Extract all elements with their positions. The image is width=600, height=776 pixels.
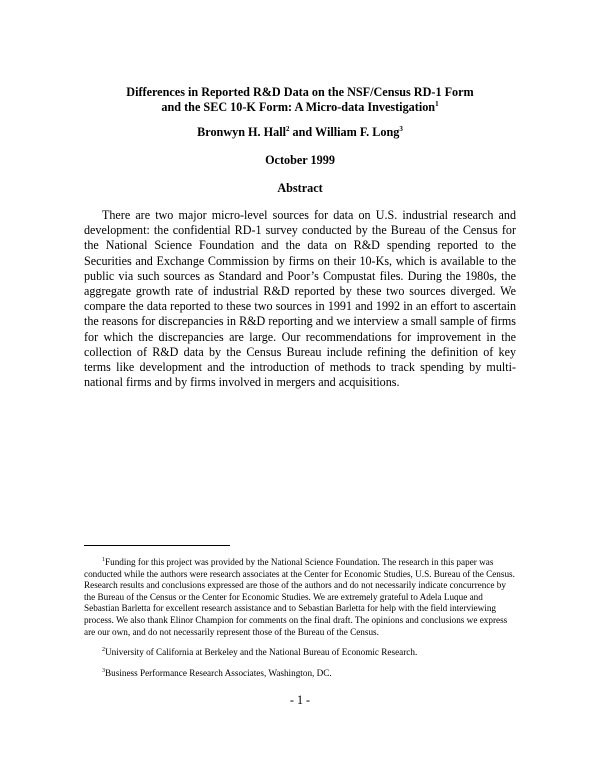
- author-2: William F. Long: [315, 125, 400, 139]
- author-1-footnote-marker[interactable]: 2: [285, 125, 290, 133]
- footnote-1-marker: 1: [102, 557, 105, 563]
- abstract-heading: Abstract: [277, 181, 323, 195]
- paper-title-line-1: [60, 85, 540, 100]
- footnote-2-marker: 2: [102, 647, 105, 653]
- footnote-1-text: Funding for this project was provided by the National Science Foundation. The research in this paper was conducted while the authors were research associates at the Center for Economic Studies, U.S. Bureau of the Census. Research results and conclusions expressed are those of the authors and do not necessarily indicate concurrence by the Bureau of the Census or the Center for Economic Studies. We are extremely grateful to Adela Luque and Sebastian Barletta for excellent research assistance and to Sebastian Barletta for help with the field interviewing process. We also thank Elinor Champion for comments on the final draft. The opinions and conclusions we express are our own, and do not necessarily represent those of the Bureau of the Census.: [84, 557, 515, 637]
- footnote-3-marker: 3: [102, 668, 105, 674]
- footnote-3-text: Business Performance Research Associates, Washington, DC.: [105, 668, 332, 678]
- footnote-2: [84, 647, 516, 659]
- author-line: [60, 125, 540, 140]
- author-connector: and: [289, 125, 316, 139]
- title-line-2-text: and the SEC 10-K Form: A Micro-data Investigation: [161, 100, 436, 114]
- author-2-footnote-marker[interactable]: 3: [399, 125, 403, 133]
- abstract-body: There are two major micro-level sources for data on U.S. industrial research and development: the confidential RD-1 survey conducted by the Bureau of the Census for the National Science Foundation and the data on R&D spending reported to the Securities and Exchange Commission by firms on their 10-Ks, which is available to the public via such sources as Standard and Poor’s Compustat files. During the 1980s, the aggregate growth rate of industrial R&D reported by these two sources diverged. We compare the data reported to these two sources in 1991 and 1992 in an effort to ascertain the reasons for discrepancies in R&D reporting and we interview a small sample of firms for which the discrepancies are large. Our recommendations for improvement in the collection of R&D data by the Census Bureau include refining the definition of key terms like development and the introduction of methods to track spending by multi-national firms and by firms involved in mergers and acquisitions.: [84, 208, 516, 390]
- page-number: - 1 -: [289, 693, 311, 707]
- footnote-3: [84, 668, 516, 680]
- footnote-1: [84, 557, 516, 638]
- footnote-separator: [84, 545, 230, 546]
- title-footnote-marker[interactable]: 1: [435, 100, 439, 108]
- title-line-1-text: Differences in Reported R&D Data on the NSF/Census RD-1 Form: [126, 85, 474, 99]
- footnote-2-text: University of California at Berkeley and the National Bureau of Economic Research.: [105, 647, 418, 657]
- author-1: Bronwyn H. Hall: [197, 125, 286, 139]
- publication-date: October 1999: [265, 153, 335, 167]
- paper-title-line-2: [60, 100, 540, 115]
